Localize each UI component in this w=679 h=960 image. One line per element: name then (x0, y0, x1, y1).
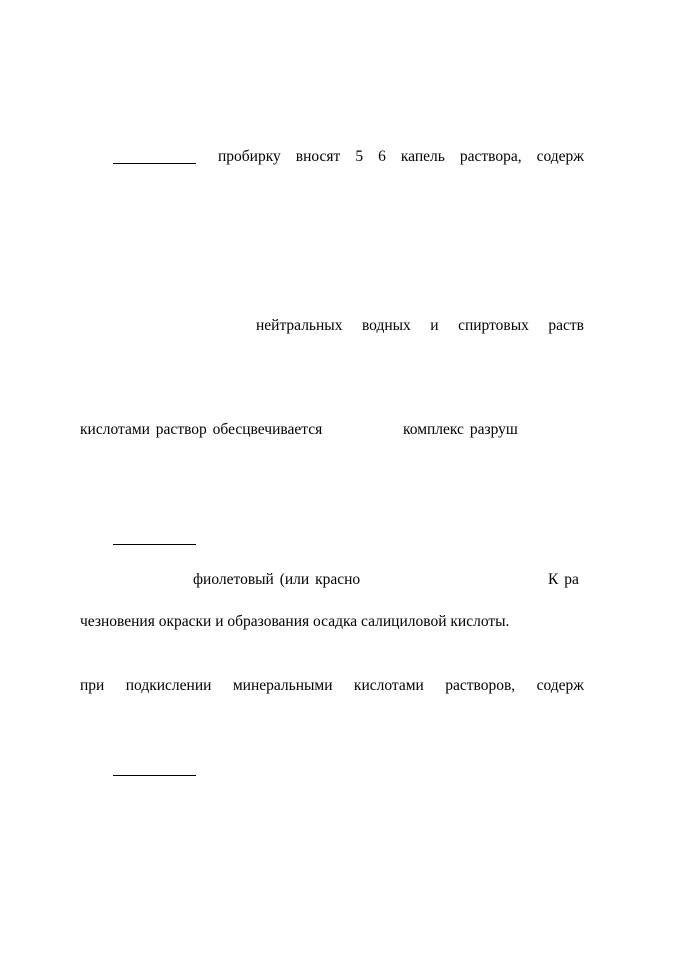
text-fragment: К ра (548, 571, 579, 588)
text-fragment: чезновения окраски и образования осадка салициловой кислоты. (80, 613, 510, 630)
text-fragment: кислотами раствор обесцвечивается (80, 421, 323, 438)
text-fragment: нейтральных водных и спиртовых раств (256, 317, 584, 334)
blank-underline (113, 544, 196, 545)
blank-underline (113, 163, 196, 164)
text-fragment: комплекс разруш (403, 421, 518, 438)
text-fragment: пробирку вносят 5 6 капель раствора, содерж (218, 148, 584, 165)
blank-underline (113, 775, 196, 776)
text-fragment: фиолетовый (или красно (193, 571, 361, 588)
text-fragment: при подкислении минеральными кислотами растворов, содерж (80, 677, 584, 694)
